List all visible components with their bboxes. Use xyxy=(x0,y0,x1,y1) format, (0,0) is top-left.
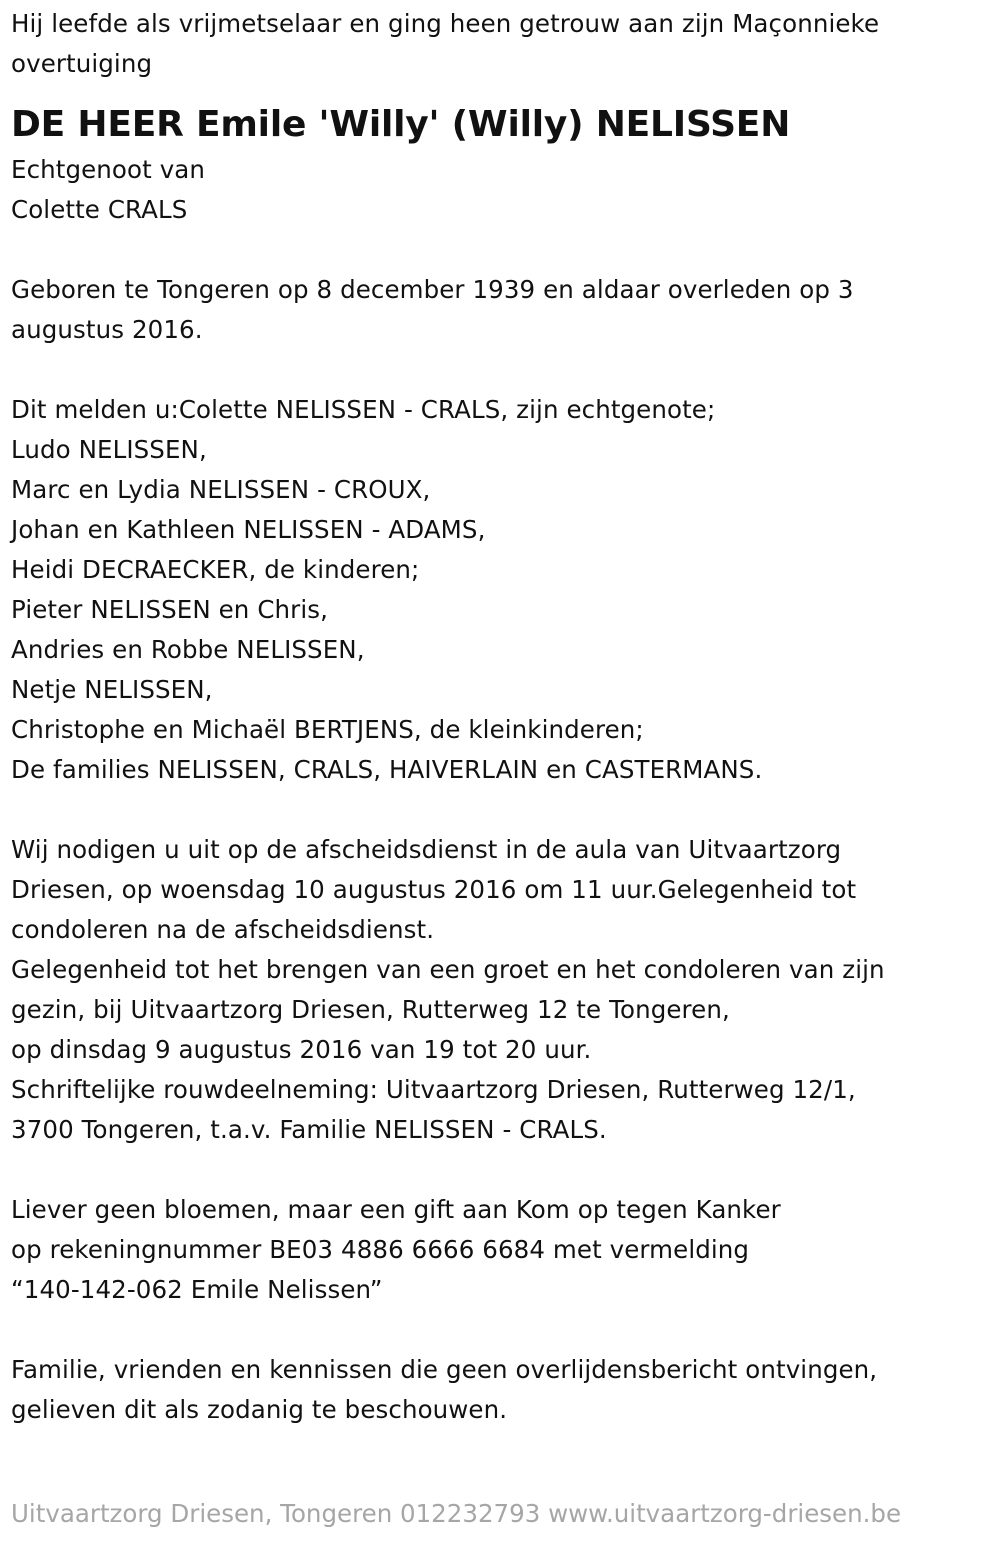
service-line: Wij nodigen u uit op de afscheidsdienst in de aula van Uitvaartzorg xyxy=(11,835,842,864)
death-notice xyxy=(11,4,986,1430)
deceased-name-heading: DE HEER Emile 'Willy' (Willy) NELISSEN xyxy=(11,104,791,145)
service-line: op dinsdag 9 augustus 2016 van 19 tot 20 uur. xyxy=(11,1035,592,1064)
family-list xyxy=(11,390,986,790)
intro-line: Hij leefde als vrijmetselaar en ging heen getrouw aan zijn Maçonnieke xyxy=(11,9,880,38)
paragraph-gap xyxy=(11,230,986,270)
service-line: Driesen, op woensdag 10 augustus 2016 om 11 uur.Gelegenheid tot xyxy=(11,875,857,904)
family-line: Johan en Kathleen NELISSEN - ADAMS, xyxy=(11,515,486,544)
paragraph-gap xyxy=(11,1150,986,1190)
paragraph-gap xyxy=(11,790,986,830)
birth-death-line: Geboren te Tongeren op 8 december 1939 en aldaar overleden op 3 xyxy=(11,275,854,304)
donation-line: “140-142-062 Emile Nelissen” xyxy=(11,1275,383,1304)
family-line: Pieter NELISSEN en Chris, xyxy=(11,595,328,624)
service-line: Gelegenheid tot het brengen van een groet en het condoleren van zijn xyxy=(11,955,885,984)
closing-line: Familie, vrienden en kennissen die geen overlijdensbericht ontvingen, xyxy=(11,1355,878,1384)
family-line: Heidi DECRAECKER, de kinderen; xyxy=(11,555,420,584)
intro-line: overtuiging xyxy=(11,49,153,78)
family-line: Andries en Robbe NELISSEN, xyxy=(11,635,365,664)
family-line: De families NELISSEN, CRALS, HAIVERLAIN en CASTERMANS. xyxy=(11,755,763,784)
paragraph-gap xyxy=(11,350,986,390)
family-line: Netje NELISSEN, xyxy=(11,675,213,704)
closing-note xyxy=(11,1350,986,1430)
donation-line: Liever geen bloemen, maar een gift aan Kom op tegen Kanker xyxy=(11,1195,781,1224)
birth-death-line: augustus 2016. xyxy=(11,315,203,344)
service-line: condoleren na de afscheidsdienst. xyxy=(11,915,435,944)
paragraph-gap xyxy=(11,1310,986,1350)
family-line: Christophe en Michaël BERTJENS, de kleinkinderen; xyxy=(11,715,644,744)
family-line: Marc en Lydia NELISSEN - CROUX, xyxy=(11,475,431,504)
donation-line: op rekeningnummer BE03 4886 6666 6684 met vermelding xyxy=(11,1235,750,1264)
spouse-label: Echtgenoot van xyxy=(11,155,206,184)
service-line: Schriftelijke rouwdeelneming: Uitvaartzorg Driesen, Rutterweg 12/1, xyxy=(11,1075,856,1104)
funeral-home-footer: Uitvaartzorg Driesen, Tongeren 012232793 www.uitvaartzorg-driesen.be xyxy=(11,1499,902,1528)
service-line: 3700 Tongeren, t.a.v. Familie NELISSEN - CRALS. xyxy=(11,1115,607,1144)
family-line: Ludo NELISSEN, xyxy=(11,435,207,464)
service-info xyxy=(11,830,986,1150)
service-line: gezin, bij Uitvaartzorg Driesen, Rutterweg 12 te Tongeren, xyxy=(11,995,730,1024)
closing-line: gelieven dit als zodanig te beschouwen. xyxy=(11,1395,508,1424)
family-line: Dit melden u:Colette NELISSEN - CRALS, zijn echtgenote; xyxy=(11,395,716,424)
donation-info xyxy=(11,1190,986,1310)
spouse-name: Colette CRALS xyxy=(11,195,188,224)
